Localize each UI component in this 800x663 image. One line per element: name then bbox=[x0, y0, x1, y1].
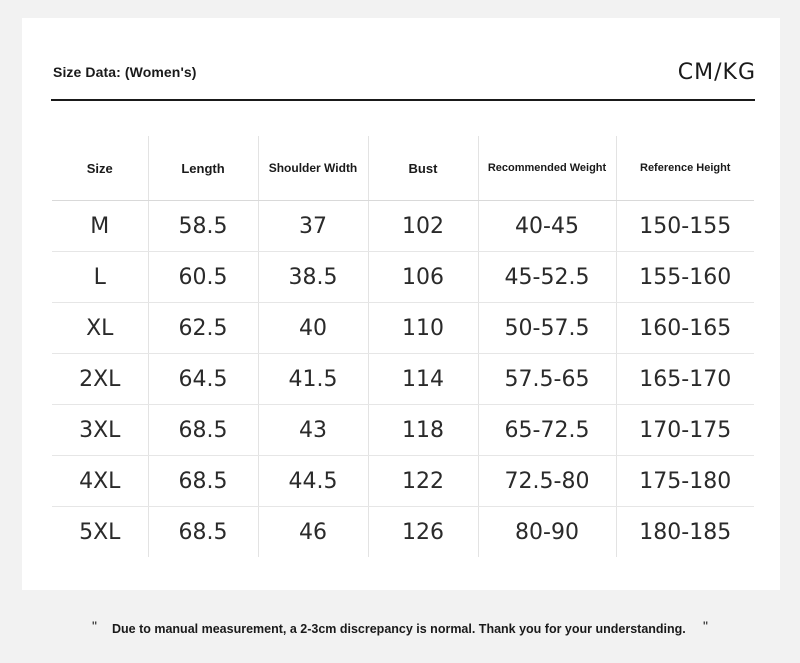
cell-reference-height: 180-185 bbox=[616, 507, 754, 558]
table-row bbox=[52, 303, 754, 354]
cell-shoulder-width: 38.5 bbox=[258, 252, 368, 303]
cell-size: 5XL bbox=[79, 519, 121, 545]
cell-size: XL bbox=[52, 303, 148, 354]
cell-recommended-weight: 65-72.5 bbox=[478, 405, 616, 456]
cell-bust: 126 bbox=[368, 507, 478, 558]
cell-recommended-weight: 50-57.5 bbox=[478, 303, 616, 354]
cell-bust: 106 bbox=[368, 252, 478, 303]
chart-title: Size Data: (Women's) bbox=[53, 64, 197, 80]
column-header-reference-height: Reference Height bbox=[616, 136, 754, 201]
cell-recommended-weight: 72.5-80 bbox=[478, 456, 616, 507]
cell-size: M bbox=[52, 201, 148, 252]
cell-length: 68.5 bbox=[148, 405, 258, 456]
table-row bbox=[52, 405, 754, 456]
cell-reference-height: 150-155 bbox=[616, 201, 754, 252]
cell-size: L bbox=[52, 252, 148, 303]
cell-bust: 110 bbox=[368, 303, 478, 354]
cell-size: 3XL bbox=[52, 405, 148, 456]
table-row bbox=[52, 252, 754, 303]
units-label: CM/KG bbox=[677, 60, 756, 85]
cell-reference-height: 175-180 bbox=[616, 456, 754, 507]
cell-reference-height: 165-170 bbox=[616, 354, 754, 405]
table-row bbox=[52, 201, 754, 252]
cell-recommended-weight: 40-45 bbox=[478, 201, 616, 252]
column-header-size: Size bbox=[52, 136, 148, 201]
column-header-shoulder-width: Shoulder Width bbox=[258, 136, 368, 201]
close-quote-mark: " bbox=[703, 618, 708, 634]
cell-size: 2XL bbox=[52, 354, 148, 405]
open-quote-mark: " bbox=[92, 618, 97, 634]
cell-length: 60.5 bbox=[148, 252, 258, 303]
cell-shoulder-width: 37 bbox=[258, 201, 368, 252]
title-divider bbox=[51, 99, 755, 101]
cell-length: 68.5 bbox=[148, 507, 258, 558]
table-row bbox=[52, 354, 754, 405]
column-header-bust: Bust bbox=[368, 136, 478, 201]
cell-length: 62.5 bbox=[148, 303, 258, 354]
column-header-length: Length bbox=[148, 136, 258, 201]
footnote-text: Due to manual measurement, a 2-3cm discrepancy is normal. Thank you for your understanding. bbox=[112, 622, 686, 636]
size-table bbox=[52, 136, 754, 557]
measurement-footnote bbox=[0, 612, 800, 642]
cell-shoulder-width: 41.5 bbox=[258, 354, 368, 405]
table-header-row bbox=[52, 136, 754, 201]
cell-reference-height: 170-175 bbox=[616, 405, 754, 456]
cell-recommended-weight: 45-52.5 bbox=[478, 252, 616, 303]
cell-bust: 102 bbox=[368, 201, 478, 252]
cell-bust: 114 bbox=[368, 354, 478, 405]
cell-length: 58.5 bbox=[148, 201, 258, 252]
cell-bust: 122 bbox=[368, 456, 478, 507]
cell-shoulder-width: 43 bbox=[258, 405, 368, 456]
cell-recommended-weight: 80-90 bbox=[478, 507, 616, 558]
cell-reference-height: 155-160 bbox=[616, 252, 754, 303]
cell-length: 64.5 bbox=[148, 354, 258, 405]
cell-reference-height: 160-165 bbox=[616, 303, 754, 354]
cell-shoulder-width: 46 bbox=[258, 507, 368, 558]
size-chart-card bbox=[22, 18, 780, 590]
table-row bbox=[52, 507, 754, 558]
cell-shoulder-width: 44.5 bbox=[258, 456, 368, 507]
column-header-recommended-weight: Recommended Weight bbox=[478, 136, 616, 201]
cell-size: 4XL bbox=[52, 456, 148, 507]
table-row bbox=[52, 456, 754, 507]
cell-shoulder-width: 40 bbox=[258, 303, 368, 354]
cell-bust: 118 bbox=[368, 405, 478, 456]
cell-length: 68.5 bbox=[148, 456, 258, 507]
cell-recommended-weight: 57.5-65 bbox=[478, 354, 616, 405]
